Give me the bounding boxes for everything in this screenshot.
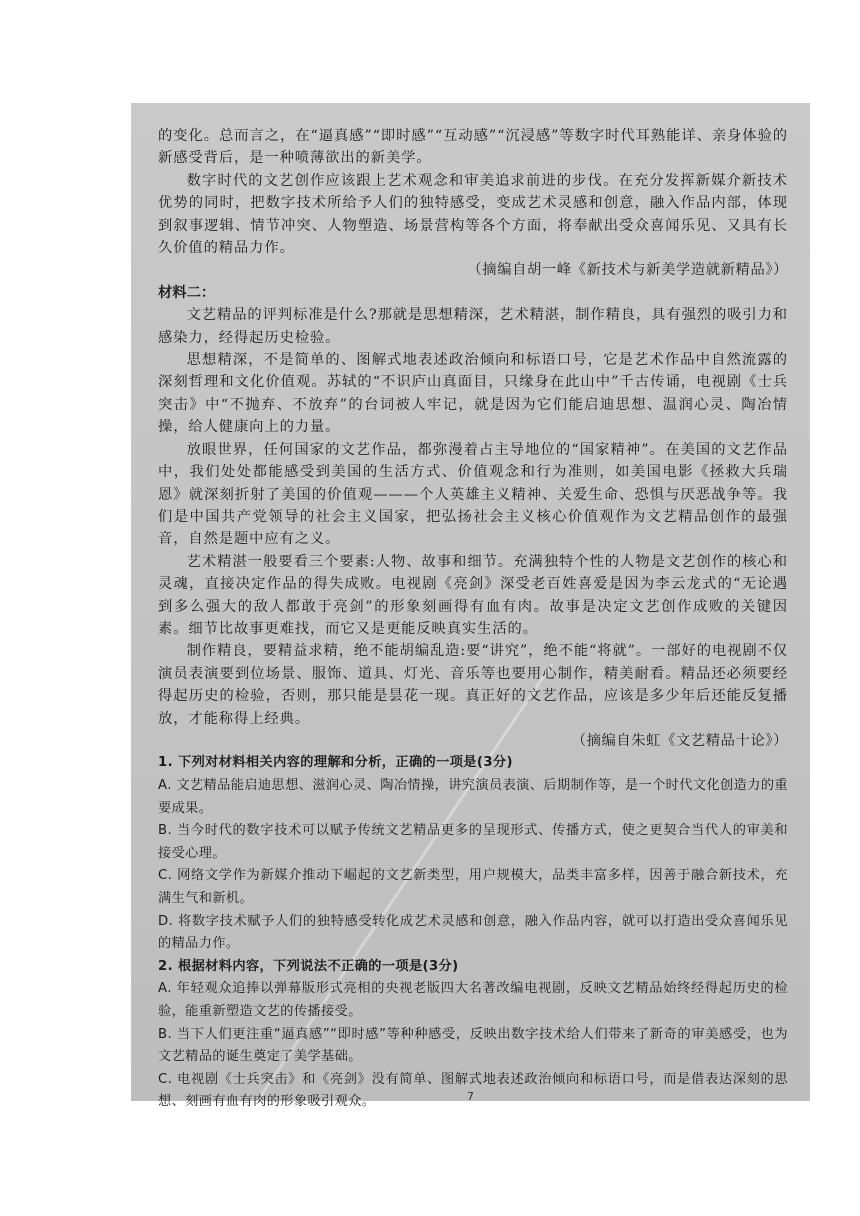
question-1-option-a: A. 文艺精品能启迪思想、滋润心灵、陶冶情操，讲究演员表演、后期制作等，是一个时代文化创造力的重要成果。 bbox=[158, 777, 788, 816]
exam-paper bbox=[131, 103, 810, 1110]
paper-content bbox=[158, 125, 788, 1114]
question-1-option-c: C. 网络文学作为新媒介推动下崛起的文艺新类型，用户规模大，品类丰富多样，因善于融合新技术，充满生气和新机。 bbox=[158, 868, 788, 906]
material2-paragraph-2: 思想精深，不是简单的、图解式地表述政治倾向和标语口号，它是艺术作品中自然流露的深刻哲理和文化价值观。苏轼的“不识庐山真面目，只缘身在此山中”千古传诵，电视剧《士兵突击》中“不抛弃、不放弃”的台词被人牢记，就是因为它们能启迪思想、温润心灵、陶冶情操，给人健康向上的力量。 bbox=[158, 352, 788, 436]
question-2-option-b: B. 当下人们更注重“逼真感”“即时感”等种种感受，反映出数字技术给人们带来了新奇的审美感受，也为文艺精品的诞生奠定了美学基础。 bbox=[158, 1026, 788, 1065]
source-citation-1: （摘编自胡一峰《新技术与新美学造就新精品》） bbox=[467, 262, 788, 279]
material2-paragraph-5: 制作精良，要精益求精，绝不能胡编乱造:要“讲究”，绝不能“将就”。一部好的电视剧不仅演员表演要到位场景、服饰、道具、灯光、音乐等也要用心制作，精美耐看。精品还必须要经得起历史的检验，否则，那只能是昙花一现。真正好的文艺作品，应该是多少年后还能反复播放，才能称得上经典。 bbox=[158, 643, 788, 727]
question-2-option-c: C. 电视剧《士兵突击》和《亮剑》没有简单、图解式地表述政治倾向和标语口号，而是借表达深刻的思想、刻画有血有肉的形象吸引观众。 bbox=[158, 1071, 788, 1110]
page-number: 7 bbox=[467, 1090, 474, 1103]
material2-paragraph-3: 放眼世界，任何国家的文艺作品，都弥漫着占主导地位的“国家精神”。在美国的文艺作品中，我们处处都能感受到美国的生活方式、价值观念和行为准则，如美国电影《拯救大兵瑞恩》就深刻折射了美国的价值观———个人英雄主义精神、关爱生命、恐惧与厌恶战争等。我们是中国共产党领导的社会主义国家，把弘扬社会主义核心价值观作为文艺精品创作的最强音，自然是题中应有之义。 bbox=[158, 441, 788, 548]
question-1-option-d: D. 将数字技术赋予人们的独特感受转化成艺术灵感和创意，融入作品内容，就可以打造出受众喜闻乐见的精品力作。 bbox=[158, 913, 788, 952]
material2-paragraph-4: 艺术精湛一般要看三个要素:人物、故事和细节。充满独特个性的人物是文艺创作的核心和灵魂，直接决定作品的得失成败。电视剧《亮剑》深受老百姓喜爱是因为李云龙式的“无论遇到多么强大的敌人都敢于亮剑”的形象刻画得有血有肉。故事是决定文艺创作成败的关键因素。细节比故事更难找，而它又是更能反映真实生活的。 bbox=[158, 553, 788, 637]
intro-paragraph-1: 的变化。总而言之，在“逼真感”“即时感”“互动感”“沉浸感”等数字时代耳熟能详、亲身体验的新感受背后，是一种喷薄欲出的新美学。 bbox=[158, 128, 788, 167]
source-citation-2: （摘编自朱虹《文艺精品十论》） bbox=[571, 732, 788, 749]
material-two-heading: 材料二： bbox=[158, 284, 216, 301]
question-2-option-a: A. 年轻观众追捧以弹幕版形式亮相的央视老版四大名著改编电视剧，反映文艺精品始终经得起历史的检验，能重新塑造文艺的传播接受。 bbox=[158, 981, 788, 1019]
question-1-option-b: B. 当今时代的数字技术可以赋予传统文艺精品更多的呈现形式、传播方式，使之更契合当代人的审美和接受心理。 bbox=[158, 823, 788, 861]
question-2-title: 2. 根据材料内容，下列说法不正确的一项是(3分) bbox=[158, 958, 459, 974]
question-1-title: 1. 下列对材料相关内容的理解和分析，正确的一项是(3分) bbox=[158, 755, 513, 771]
material2-paragraph-1: 文艺精品的评判标准是什么?那就是思想精深，艺术精湛，制作精良，具有强烈的吸引力和感染力，经得起历史检验。 bbox=[158, 307, 788, 346]
intro-paragraph-2: 数字时代的文艺创作应该跟上艺术观念和审美追求前进的步伐。在充分发挥新媒介新技术优势的同时，把数字技术所给予人们的独特感受，变成艺术灵感和创意，融入作品内部，体现到叙事逻辑、情节冲突、人物塑造、场景营构等各个方面，将奉献出受众喜闻乐见、又具有长久价值的精品力作。 bbox=[158, 172, 788, 257]
